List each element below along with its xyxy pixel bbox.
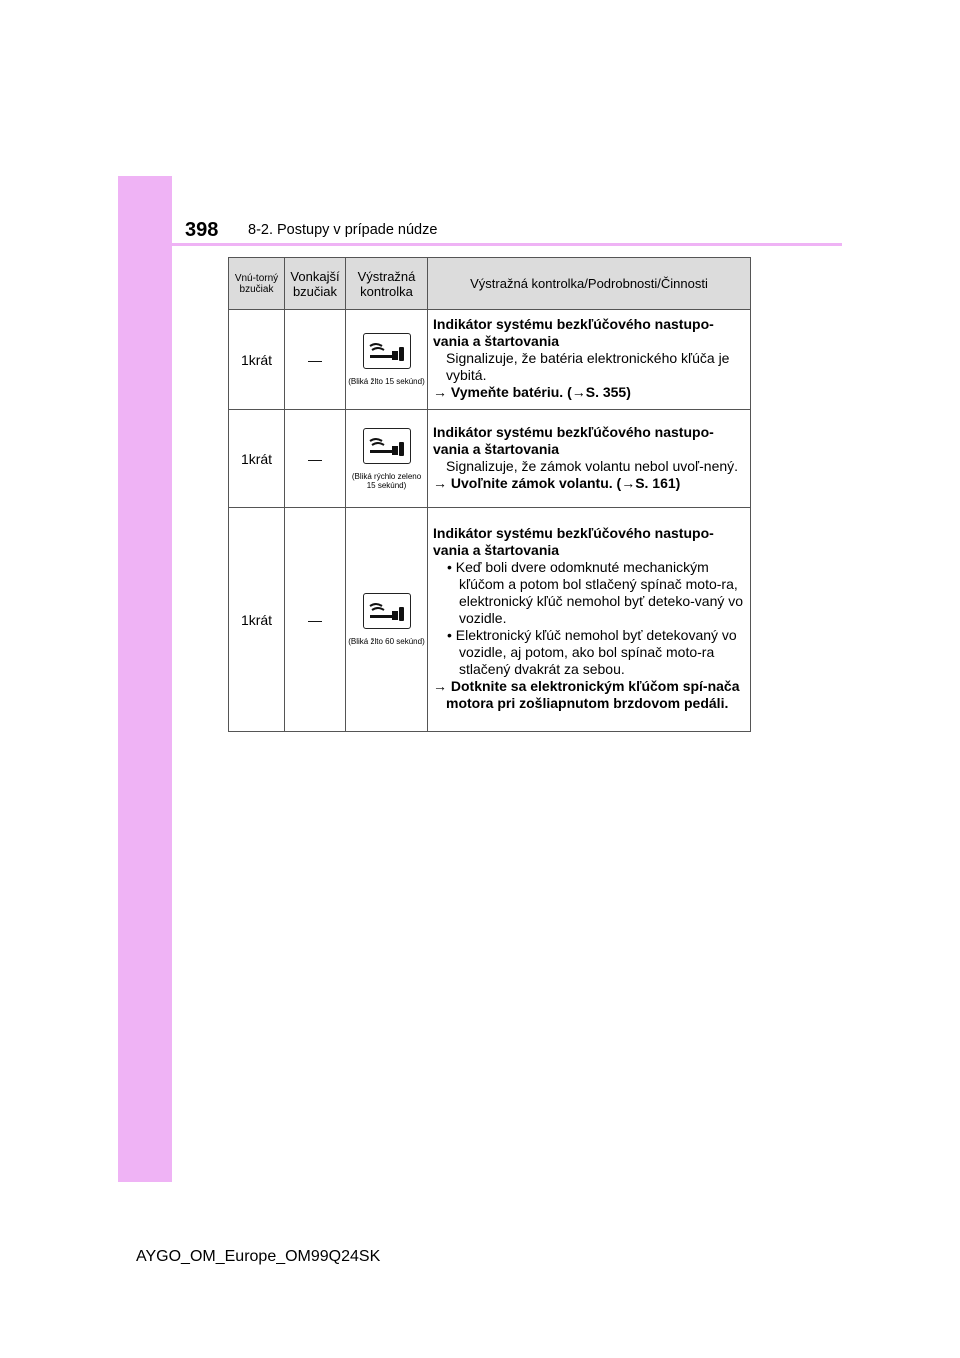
header-warning-light: Výstražná kontrolka bbox=[346, 258, 428, 310]
header-external-buzzer: Vonkajší bzučiak bbox=[285, 258, 346, 310]
lamp-caption: (Bliká žlto 15 sekúnd) bbox=[348, 377, 425, 386]
table-row bbox=[229, 310, 751, 410]
indicator-title: Indikátor systému bezkľúčového nastupo-vania a štartovania bbox=[433, 423, 714, 457]
bullet-item: • Keď boli dvere odomknuté mechanickým kľúčom a potom bol stlačený spínač moto-ra, elektronický kľúč nemohol byť deteko-vaný vo vozidle. bbox=[447, 559, 744, 626]
action-instruction: → Uvoľnite zámok volantu. (→S. 161) bbox=[433, 474, 681, 491]
smart-key-indicator-icon bbox=[363, 333, 411, 369]
indicator-description: Signalizuje, že zámok volantu nebol uvoľ-nený. bbox=[446, 457, 739, 474]
action-instruction: → Dotknite sa elektronickým kľúčom spí-nača motora pri zošliapnutom brzdovom pedáli. bbox=[433, 678, 740, 711]
external-buzzer-cell: — bbox=[285, 310, 346, 410]
smart-key-indicator-icon bbox=[363, 428, 411, 464]
details-cell bbox=[428, 410, 751, 508]
warning-table bbox=[228, 257, 751, 732]
side-color-bar bbox=[118, 176, 172, 1182]
table-row bbox=[229, 508, 751, 732]
indicator-title: Indikátor systému bezkľúčového nastupo-vania a štartovania bbox=[433, 316, 714, 349]
table-header-row bbox=[229, 258, 751, 310]
lamp-caption: (Bliká žlto 60 sekúnd) bbox=[348, 637, 425, 646]
action-instruction: → Vymeňte batériu. (→S. 355) bbox=[433, 384, 631, 400]
warning-light-cell bbox=[346, 410, 428, 508]
warning-light-cell bbox=[346, 508, 428, 732]
table-row bbox=[229, 410, 751, 508]
external-buzzer-cell: — bbox=[285, 508, 346, 732]
external-buzzer-cell: — bbox=[285, 410, 346, 508]
details-cell bbox=[428, 310, 751, 410]
section-title: 8-2. Postupy v prípade núdze bbox=[248, 222, 438, 238]
document-code: AYGO_OM_Europe_OM99Q24SK bbox=[136, 1248, 381, 1265]
lamp-caption: (Bliká rýchlo zeleno 15 sekúnd) bbox=[351, 471, 422, 490]
internal-buzzer-cell: 1krát bbox=[229, 508, 285, 732]
header-details: Výstražná kontrolka/Podrobnosti/Činnosti bbox=[428, 258, 751, 310]
internal-buzzer-cell: 1krát bbox=[229, 310, 285, 410]
bullet-item: • Elektronický kľúč nemohol byť detekovaný vo vozidle, aj potom, ako bol spínač moto-ra stlačený dvakrát za sebou. bbox=[447, 627, 737, 677]
warning-light-cell bbox=[346, 310, 428, 410]
indicator-title: Indikátor systému bezkľúčového nastupo-vania a štartovania bbox=[433, 525, 714, 558]
header-rule bbox=[118, 243, 842, 246]
details-cell bbox=[428, 508, 751, 732]
page-number: 398 bbox=[185, 219, 219, 241]
indicator-description: Signalizuje, že batéria elektronického kľúča je vybitá. bbox=[446, 350, 730, 383]
header-internal-buzzer: Vnú-torný bzučiak bbox=[229, 258, 285, 310]
smart-key-indicator-icon bbox=[363, 593, 411, 629]
internal-buzzer-cell: 1krát bbox=[229, 410, 285, 508]
